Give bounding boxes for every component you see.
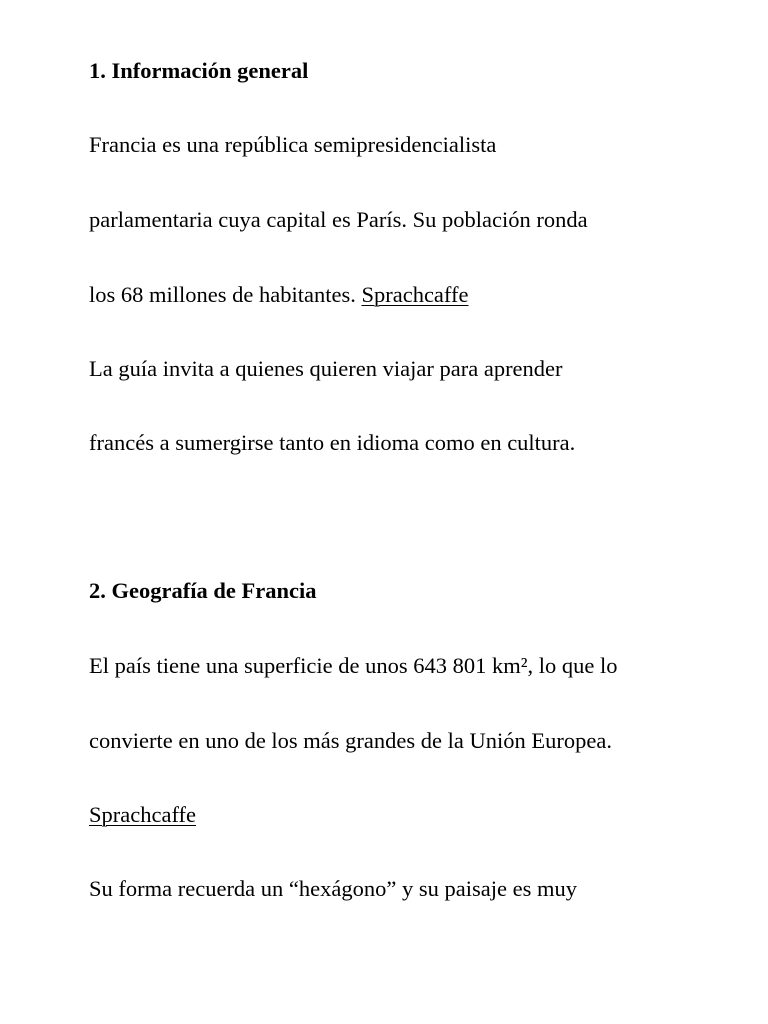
paragraph-line: Su forma recuerda un “hexágono” y su paisaje es muy — [89, 876, 577, 901]
paragraph-line: parlamentaria cuya capital es París. Su población ronda — [89, 207, 588, 232]
section-heading-informacion-general: 1. Información general — [89, 58, 309, 83]
section-heading-geografia-de-francia: 2. Geografía de Francia — [89, 578, 317, 603]
paragraph-line: Francia es una república semipresidencialista — [89, 132, 497, 157]
paragraph-line-with-link — [89, 284, 469, 307]
paragraph-line: La guía invita a quienes quieren viajar para aprender — [89, 356, 563, 381]
sprachcaffe-link[interactable]: Sprachcaffe — [361, 282, 469, 307]
sprachcaffe-link[interactable]: Sprachcaffe — [89, 802, 197, 827]
paragraph-line: convierte en uno de los más grandes de la Unión Europea. — [89, 728, 612, 753]
paragraph-text: los 68 millones de habitantes. — [89, 282, 362, 307]
paragraph-line: francés a sumergirse tanto en idioma como en cultura. — [89, 430, 576, 455]
paragraph-line-with-link — [89, 804, 196, 827]
paragraph-line: El país tiene una superficie de unos 643 801 km², lo que lo — [89, 653, 618, 678]
